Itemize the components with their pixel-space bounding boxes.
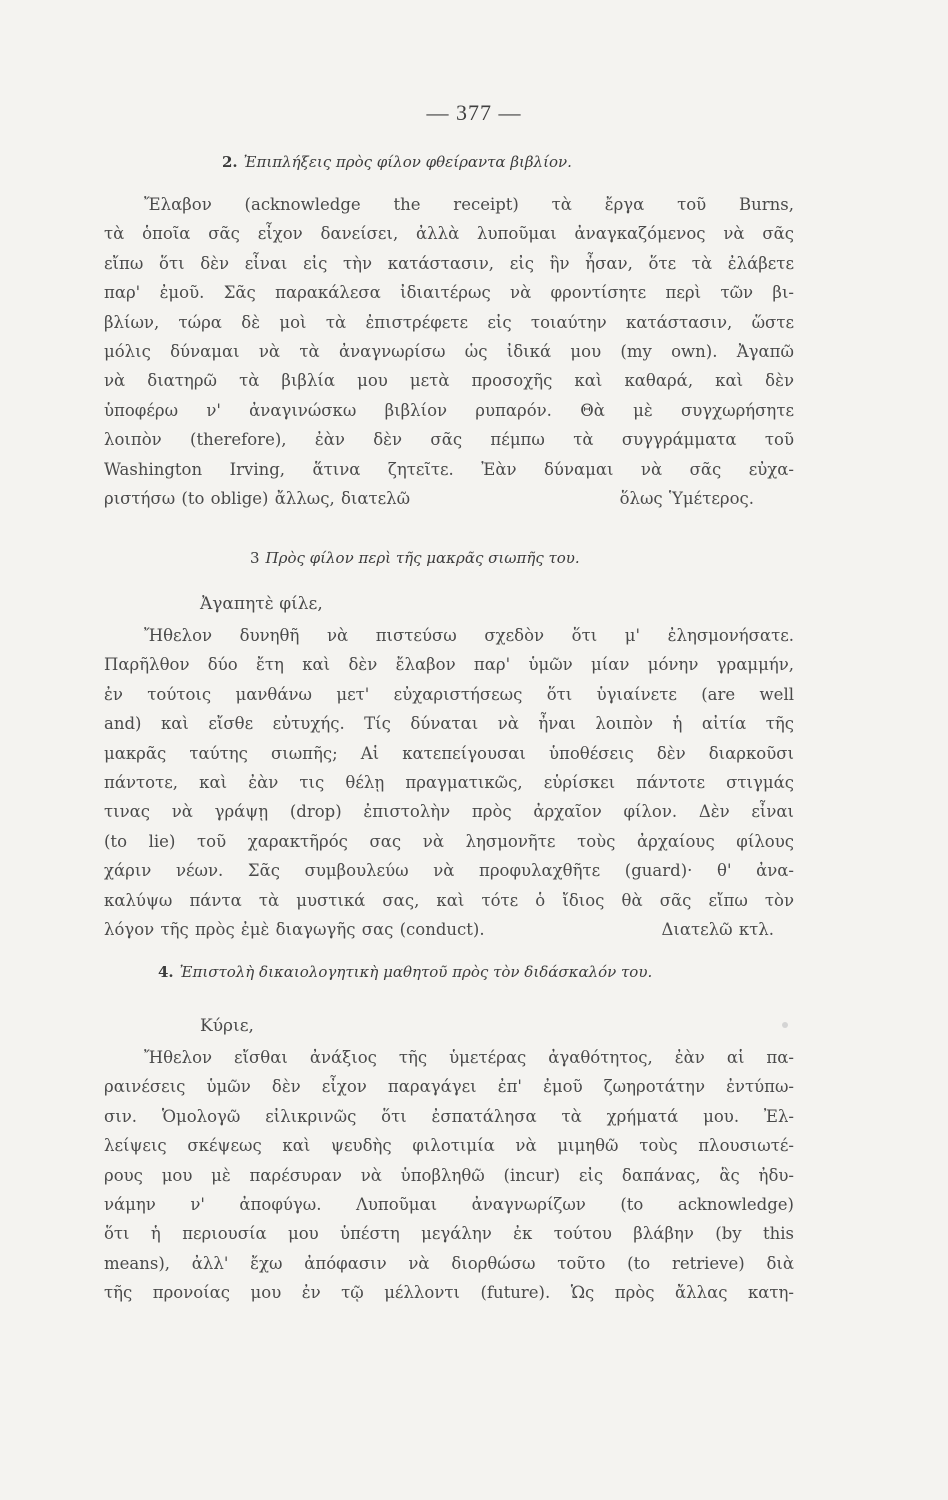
letter-4-line: means), ἀλλ' ἔχω ἀπόφασιν νὰ διορθώσω τοῦτο (to retrieve) διὰ: [104, 1253, 794, 1273]
letter-4-line: τῆς προνοίας μου ἐν τῷ μέλλοντι (future). Ὡς πρὸς ἄλλας κατη-: [104, 1283, 794, 1303]
letter-2-line: ριστήσω (to oblige) ἄλλως, διατελῶ: [104, 489, 411, 509]
letter-2-line: εἴπω ὅτι δὲν εἶναι εἰς τὴν κατάστασιν, εἰς ἣν ἦσαν, ὅτε τὰ ἐλάβετε: [104, 253, 794, 273]
letter-4: [104, 962, 794, 1308]
letter-3-line: πάντοτε, καὶ ἐὰν τις θέλῃ πραγματικῶς, εὑρίσκει πάντοτε στιγμάς: [104, 773, 794, 793]
letter-3-salutation: Ἀγαπητὲ φίλε,: [200, 594, 323, 614]
letter-3-line: (to lie) τοῦ χαρακτῆρός σας νὰ λησμονῆτε τοὺς ἀρχαίους φίλους: [104, 831, 794, 851]
letter-3-closing: Διατελῶ κτλ.: [661, 920, 774, 940]
letter-2-last-line: [104, 484, 794, 513]
letter-2-line: νὰ διατηρῶ τὰ βιβλία μου μετὰ προσοχῆς καὶ καθαρά, καὶ δὲν: [104, 371, 794, 391]
letter-3-body: [104, 621, 794, 944]
letter-4-line: νάμην ν' ἀποφύγω. Λυποῦμαι ἀναγνωρίζων (to acknowledge): [104, 1195, 794, 1215]
letter-3-line: Ἤθελον δυνηθῆ νὰ πιστεύσω σχεδὸν ὅτι μ' ἐλησμονήσατε.: [144, 626, 794, 645]
letter-3-line: λόγον τῆς πρὸς ἐμὲ διαγωγῆς σας (conduct).: [104, 920, 485, 940]
letter-3-line: τινας νὰ γράψῃ (drop) ἐπιστολὴν πρὸς ἀρχαῖον φίλον. Δὲν εἶναι: [104, 802, 794, 822]
page-number: — 377 —: [426, 100, 522, 125]
letter-2-line: Washington Irving, ἅτινα ζητεῖτε. Ἐὰν δύναμαι νὰ σᾶς εὐχα-: [104, 459, 794, 479]
letter-3-line: μακρᾶς ταύτης σιωπῆς; Αἱ κατεπείγουσαι ὑποθέσεις δὲν διαρκοῦσι: [104, 743, 794, 763]
letter-3-last-line: [104, 915, 794, 944]
letter-2-line: βλίων, τώρα δὲ μοὶ τὰ ἐπιστρέφετε εἰς τοιαύτην κατάστασιν, ὥστε: [104, 312, 794, 332]
letter-2-closing: ὅλως Ὑμέτερος.: [619, 489, 754, 509]
letter-3-heading: [250, 548, 794, 568]
letter-2-line: μόλις δύναμαι νὰ τὰ ἀναγνωρίσω ὡς ἰδικά μου (my own). Ἀγαπῶ: [104, 342, 794, 362]
letter-4-number: 4.: [158, 963, 174, 981]
letter-2: [104, 152, 794, 513]
letter-4-line: λείψεις σκέψεως καὶ ψευδὴς φιλοτιμία νὰ μιμηθῶ τοὺς πλουσιωτέ-: [104, 1136, 794, 1156]
letter-4-line: ραινέσεις ὑμῶν δὲν εἶχον παραγάγει ἐπ' ἐμοῦ ζωηροτάτην ἐντύπω-: [104, 1077, 794, 1097]
letter-2-line: ὑποφέρω ν' ἀναγινώσκω βιβλίον ρυπαρόν. Θὰ μὲ συγχωρήσητε: [104, 400, 794, 420]
letter-3-line: and) καὶ εἴσθε εὐτυχής. Τίς δύναται νὰ ἦναι λοιπὸν ἡ αἰτία τῆς: [104, 714, 794, 734]
letter-4-title: Ἐπιστολὴ δικαιολογητικὴ μαθητοῦ πρὸς τὸν διδάσκαλόν του.: [179, 963, 653, 981]
letter-3-title: Πρὸς φίλον περὶ τῆς μακρᾶς σιωπῆς του.: [265, 549, 580, 567]
letter-2-line: λοιπὸν (therefore), ἐὰν δὲν σᾶς πέμπω τὰ συγγράμματα τοῦ: [104, 430, 794, 450]
paper-speck: [782, 1022, 788, 1028]
letter-2-body: [104, 190, 794, 513]
letter-2-number: 2.: [222, 153, 238, 171]
letter-2-line: τὰ ὁποῖα σᾶς εἶχον δανείσει, ἀλλὰ λυποῦμαι ἀναγκαζόμενος νὰ σᾶς: [104, 224, 794, 244]
letter-3-line: καλύψω πάντα τὰ μυστικά σας, καὶ τότε ὁ ἴδιος θὰ σᾶς εἴπω τὸν: [104, 890, 794, 910]
letter-2-line: Ἔλαβον (acknowledge the receipt) τὰ ἔργα τοῦ Burns,: [144, 195, 794, 214]
letter-3-number: 3: [250, 549, 260, 567]
letter-2-title: Ἐπιπλήξεις πρὸς φίλον φθείραντα βιβλίον.: [243, 153, 572, 171]
letter-4-body: [104, 1043, 794, 1308]
letter-4-line: ὅτι ἡ περιουσία μου ὑπέστη μεγάλην ἐκ τούτου βλάβην (by this: [104, 1224, 794, 1244]
letter-4-line: σιν. Ὁμολογῶ εἰλικρινῶς ὅτι ἐσπατάλησα τὰ χρήματά μου. Ἐλ-: [104, 1106, 794, 1126]
letter-2-line: παρ' ἐμοῦ. Σᾶς παρακάλεσα ἰδιαιτέρως νὰ φροντίσητε περὶ τῶν βι-: [104, 283, 794, 303]
letter-4-line: ρους μου μὲ παρέσυραν νὰ ὑποβληθῶ (incur) εἰς δαπάνας, ἃς ἠδυ-: [104, 1165, 794, 1185]
letter-4-heading: [158, 962, 794, 982]
letter-3-line: ἐν τούτοις μανθάνω μετ' εὐχαριστήσεως ὅτι ὑγιαίνετε (are well: [104, 684, 794, 704]
letter-4-line: Ἤθελον εἴσθαι ἀνάξιος τῆς ὑμετέρας ἀγαθότητος, ἐὰν αἱ πα-: [144, 1048, 794, 1067]
letter-2-heading: [222, 152, 794, 172]
letter-3: [104, 548, 794, 944]
letter-4-salutation: Κύριε,: [200, 1016, 254, 1036]
letter-3-line: Παρῆλθον δύο ἔτη καὶ δὲν ἔλαβον παρ' ὑμῶν μίαν μόνην γραμμήν,: [104, 655, 794, 675]
letter-3-line: χάριν νέων. Σᾶς συμβουλεύω νὰ προφυλαχθῆτε (guard)· θ' ἀνα-: [104, 861, 794, 881]
